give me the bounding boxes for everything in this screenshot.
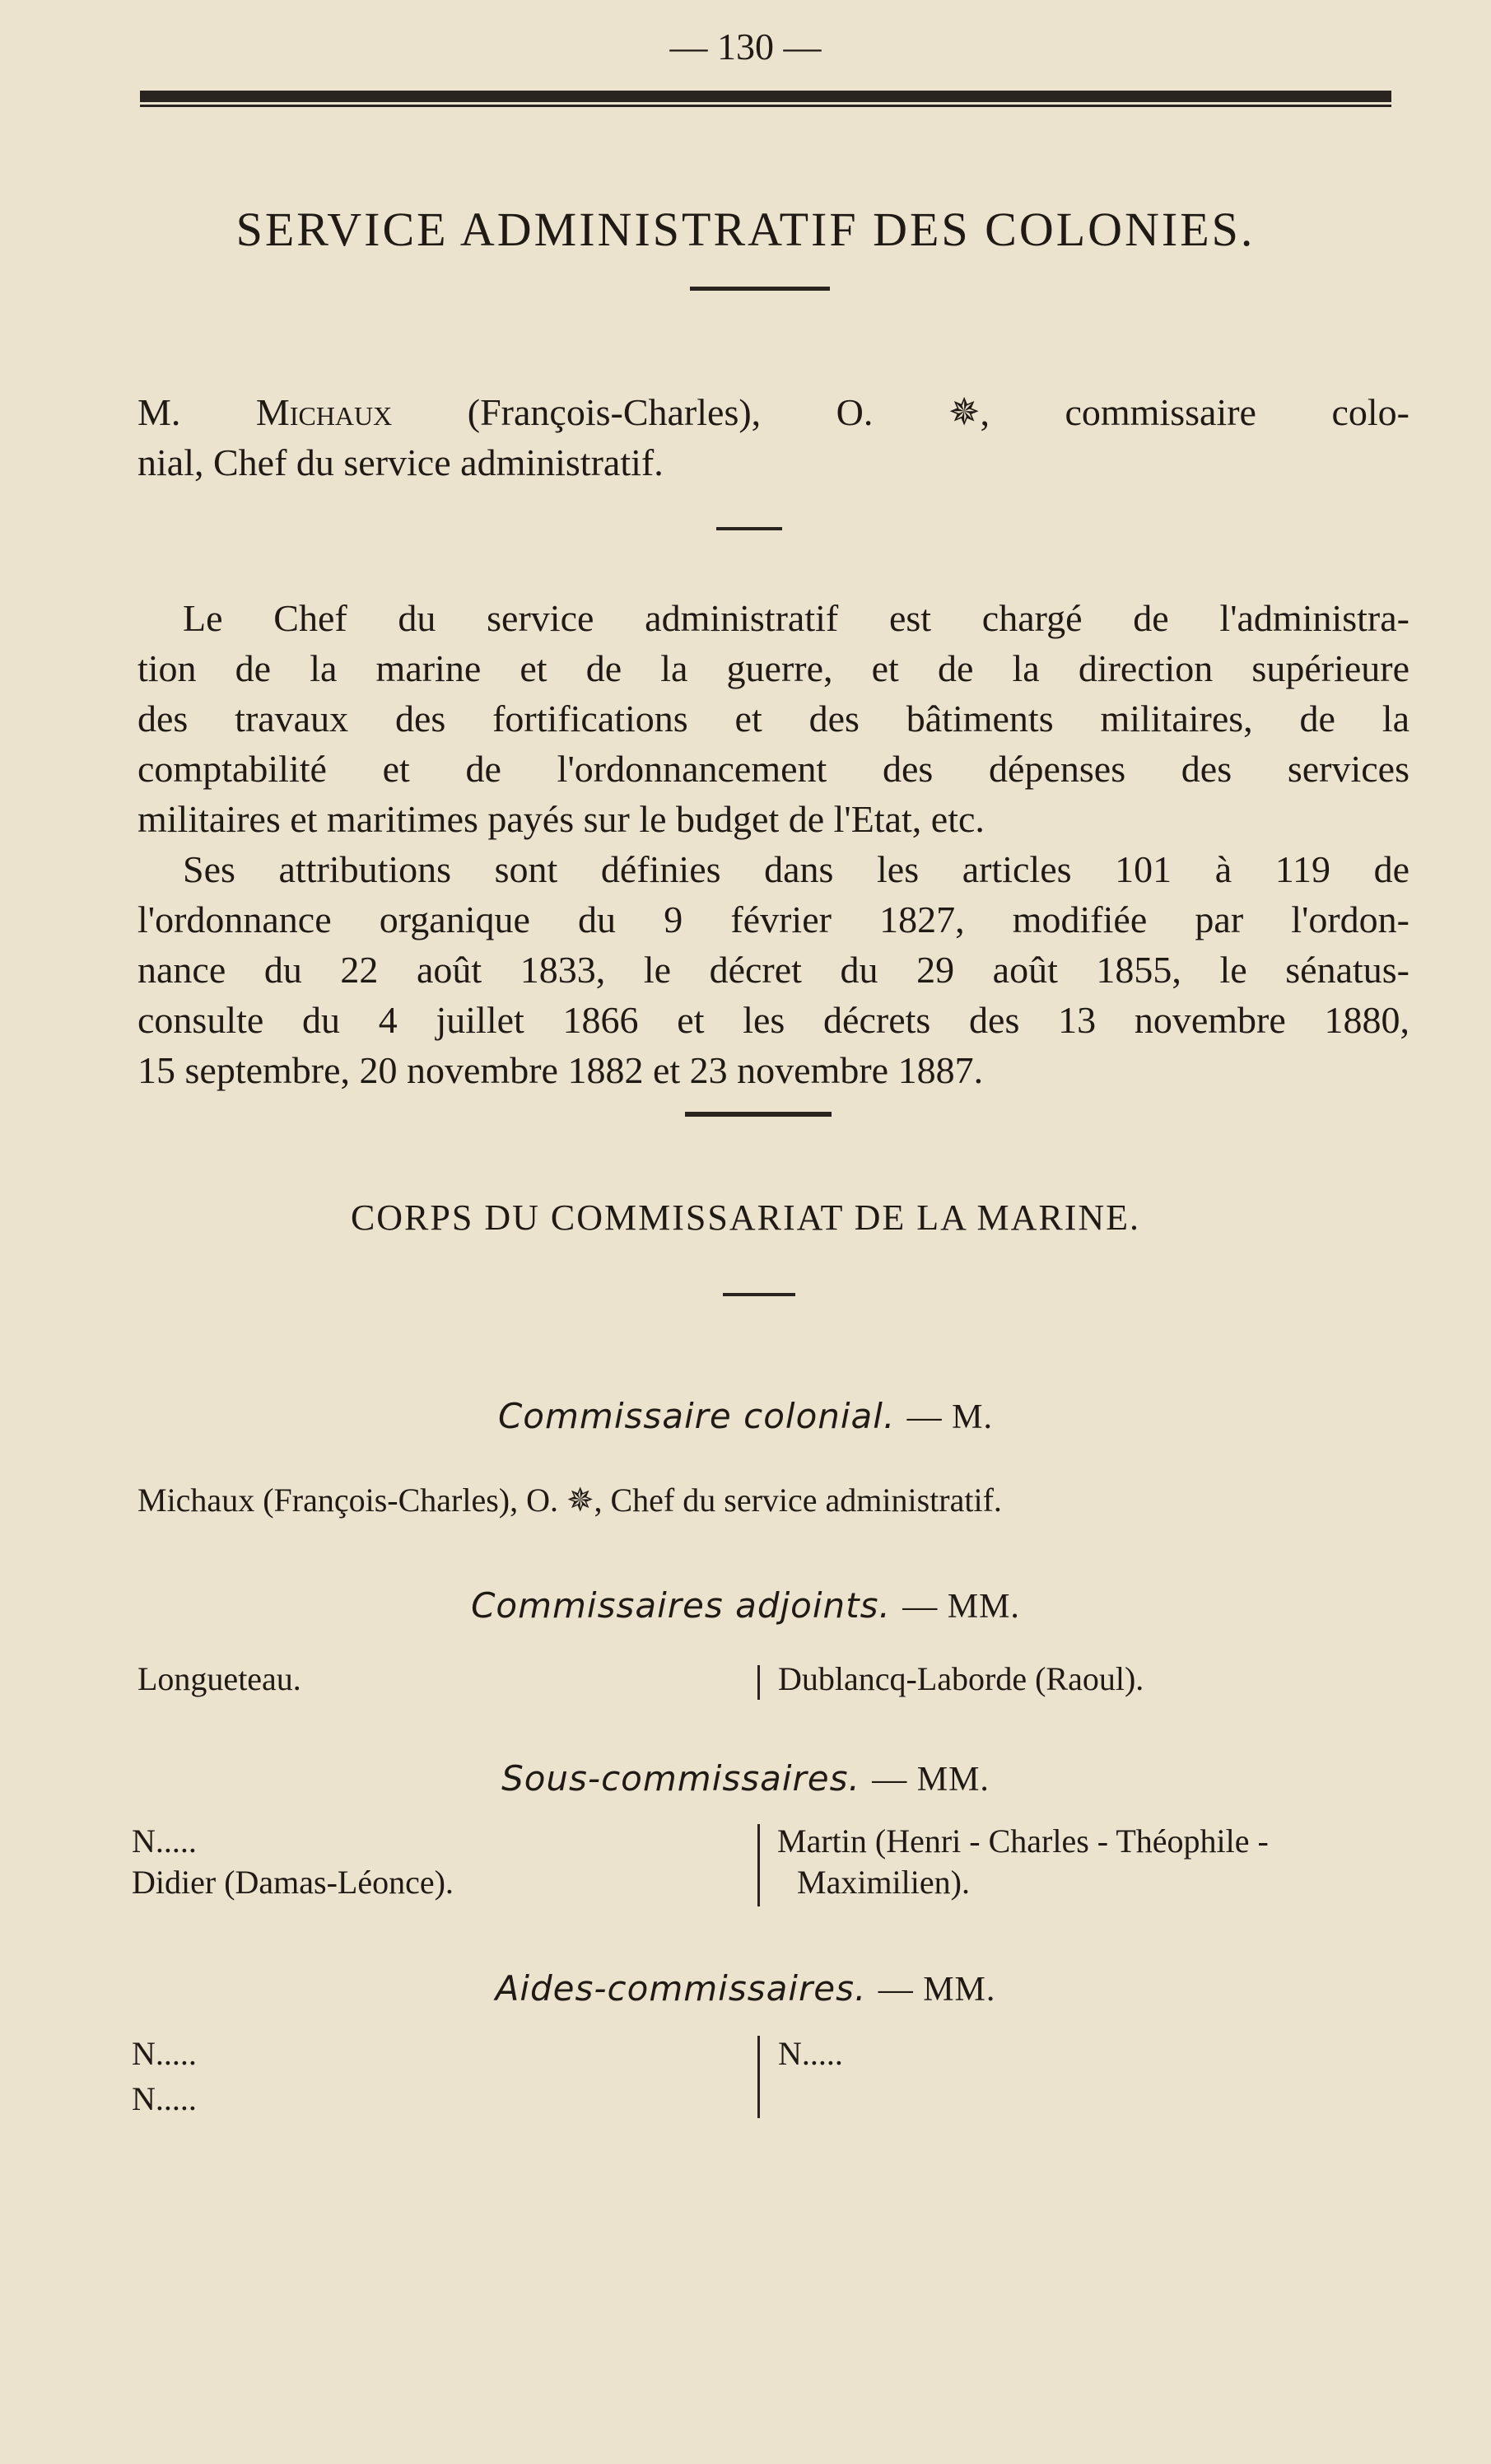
adjoints-heading — [0, 1585, 1491, 1626]
paragraph-line: l'ordonnance organique du 9 février 1827, modifiée par l'ordon- — [137, 898, 1409, 940]
paragraph-line: Le Chef du service administratif est chargé de l'administra- — [183, 597, 1409, 639]
section-title: CORPS DU COMMISSARIAT DE LA MARINE. — [350, 1197, 1141, 1238]
chef-name: Michaux — [255, 391, 393, 433]
sous-heading — [0, 1758, 1491, 1799]
sous-right-1: Martin (Henri - Charles - Théophile - — [777, 1822, 1269, 1860]
chef-line1: (François-Charles), O. ✵, commissaire colo- — [467, 391, 1409, 433]
commissaire-heading — [0, 1396, 1491, 1437]
adjoints-heading-text: Commissaires adjoints. — [471, 1585, 891, 1626]
page-number: — 130 — — [669, 26, 822, 68]
aides-mm: — MM. — [878, 1971, 996, 2009]
aides-left-2: N..... — [132, 2080, 197, 2117]
column-divider — [757, 1824, 760, 1906]
adjoints-right: Dublancq-Laborde (Raoul). — [778, 1660, 1144, 1697]
chef-prefix: M. — [137, 391, 181, 433]
paragraph-line: militaires et maritimes payés sur le budget de l'Etat, etc. — [137, 798, 985, 840]
paragraph-1 — [137, 593, 1409, 844]
sous-mm: — MM. — [872, 1761, 990, 1799]
commissaire-entry: Michaux (François-Charles), O. ✵, Chef du service administratif. — [137, 1482, 1002, 1519]
chef-entry — [137, 387, 1409, 488]
paragraph-line: nance du 22 août 1833, le décret du 29 août 1855, le sénatus- — [137, 949, 1409, 991]
page-title: SERVICE ADMINISTRATIF DES COLONIES. — [235, 203, 1256, 256]
aides-left-1: N..... — [132, 2035, 197, 2072]
adjoints-mm: — MM. — [902, 1588, 1020, 1626]
sous-left-2: Didier (Damas-Léonce). — [132, 1864, 454, 1901]
aides-heading — [0, 1968, 1491, 2009]
aides-right-1: N..... — [778, 2035, 843, 2072]
column-divider — [757, 1665, 760, 1700]
column-divider — [757, 2036, 760, 2118]
sous-heading-text: Sous-commissaires. — [501, 1758, 860, 1799]
paragraph-line: Ses attributions sont définies dans les articles 101 à 119 de — [183, 848, 1409, 890]
paragraph-line: des travaux des fortifications et des bâtiments militaires, de la — [137, 698, 1409, 740]
divider — [723, 1293, 795, 1296]
chef-line2: nial, Chef du service administratif. — [137, 441, 664, 483]
divider — [690, 287, 830, 291]
paragraph-line: comptabilité et de l'ordonnancement des dépenses des services — [137, 748, 1409, 790]
header-rule — [140, 91, 1391, 102]
header-rule-thin — [140, 105, 1391, 107]
paragraph-line: consulte du 4 juillet 1866 et les décrets des 13 novembre 1880, — [137, 999, 1409, 1041]
commissaire-mm: — M. — [906, 1398, 994, 1436]
adjoints-left: Longueteau. — [137, 1660, 301, 1697]
commissaire-heading-text: Commissaire colonial. — [497, 1396, 896, 1436]
divider — [716, 527, 782, 530]
divider — [685, 1112, 832, 1117]
sous-left-1: N..... — [132, 1822, 197, 1860]
paragraph-2 — [137, 844, 1409, 1095]
paragraph-line: tion de la marine et de la guerre, et de la direction supérieure — [137, 647, 1409, 689]
paragraph-line: 15 septembre, 20 novembre 1882 et 23 novembre 1887. — [137, 1049, 984, 1091]
sous-right-2: Maximilien). — [797, 1864, 970, 1901]
aides-heading-text: Aides-commissaires. — [495, 1968, 867, 2009]
